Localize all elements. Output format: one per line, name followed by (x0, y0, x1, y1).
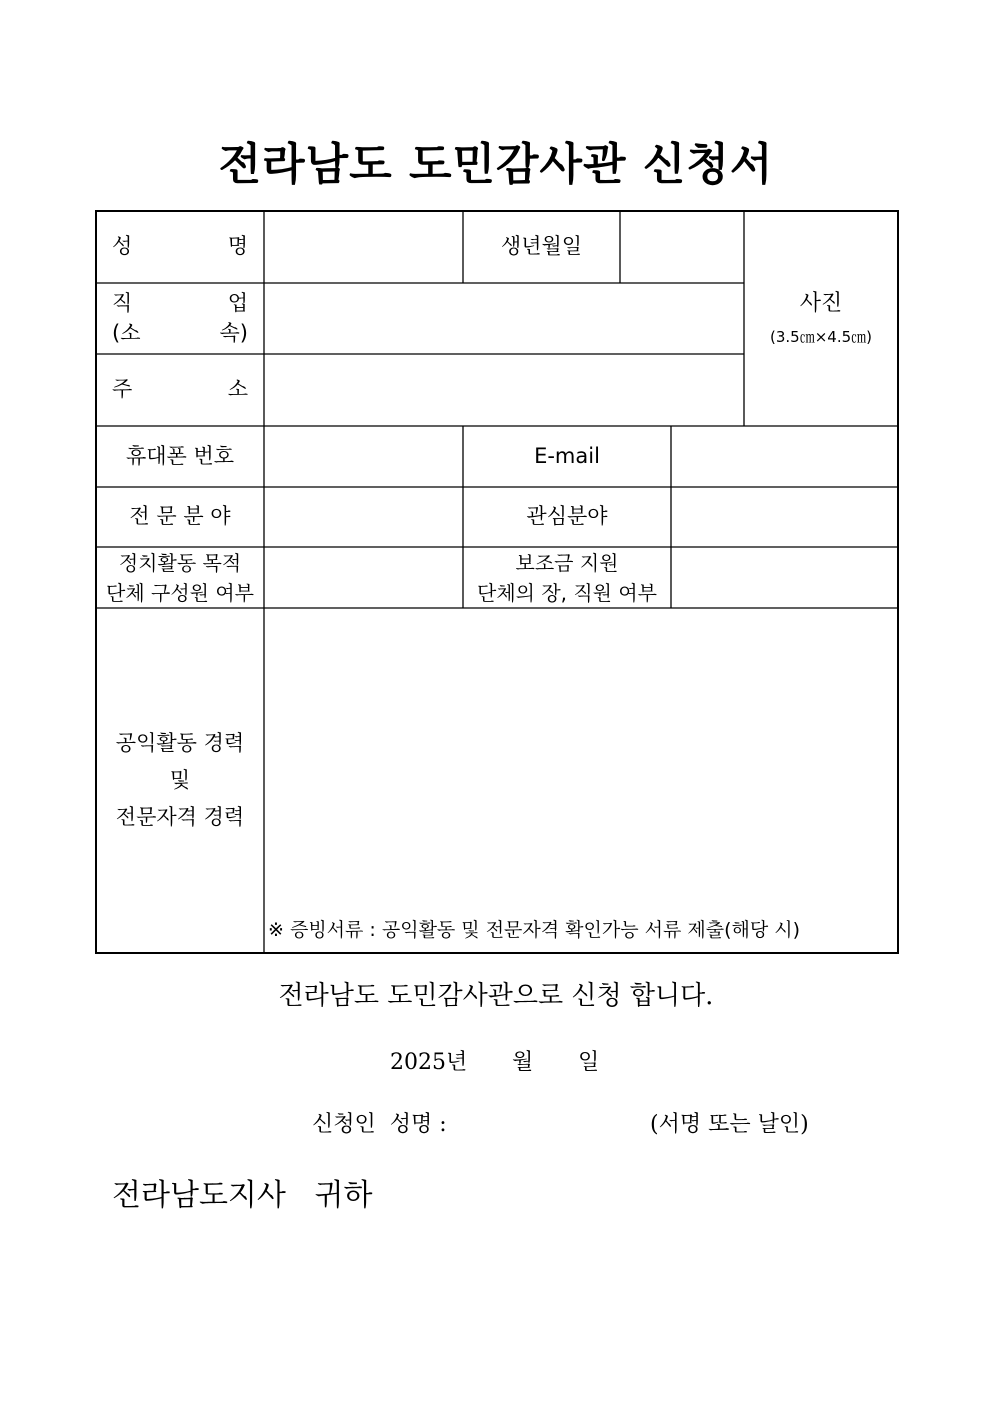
address-label: 주 소 (112, 377, 248, 402)
phone-label: 휴대폰 번호 (125, 443, 235, 468)
form-title: 전라남도 도민감사관 신청서 (218, 139, 774, 190)
photo-box[interactable] (744, 211, 898, 426)
date-month: 월 (512, 1050, 534, 1075)
addressee: 전라남도지사 귀하 (112, 1178, 373, 1213)
career-field[interactable] (264, 608, 898, 908)
email-field[interactable] (671, 426, 898, 487)
expertise-field[interactable] (264, 487, 463, 547)
political-member-label: 정치활동 목적 단체 구성원 여부 (106, 550, 254, 605)
date-day: 일 (578, 1050, 600, 1075)
job-affiliation-label: 직 업 (소 속) (112, 291, 248, 345)
email-label: E-mail (534, 443, 600, 468)
applicant-signature-label: 신청인 성명 : (312, 1112, 447, 1137)
political-member-field[interactable] (264, 547, 463, 608)
interest-label: 관심분야 (526, 504, 608, 529)
evidence-note: ※ 증빙서류 : 공익활동 및 전문자격 확인가능 서류 제출(해당 시) (268, 919, 800, 941)
declaration-text: 전라남도 도민감사관으로 신청 합니다. (278, 981, 714, 1011)
address-field[interactable] (264, 354, 744, 426)
name-field[interactable] (264, 211, 463, 283)
photo-label: 사진 (799, 290, 843, 316)
signature-note: (서명 또는 날인) (650, 1112, 809, 1137)
career-label: 공익활동 경력 및 전문자격 경력 (115, 731, 245, 829)
birthdate-field[interactable] (620, 211, 744, 283)
subsidy-staff-label: 보조금 지원 단체의 장, 직원 여부 (477, 550, 657, 605)
interest-field[interactable] (671, 487, 898, 547)
phone-field[interactable] (264, 426, 463, 487)
expertise-label: 전 문 분 야 (129, 504, 231, 529)
job-field[interactable] (264, 283, 744, 354)
date-year: 2025년 (390, 1050, 468, 1075)
name-label: 성 명 (112, 234, 248, 259)
applicant-signature-field[interactable] (470, 1107, 640, 1137)
photo-size: (3.5㎝×4.5㎝) (770, 328, 872, 347)
birthdate-label: 생년월일 (500, 234, 583, 259)
subsidy-staff-field[interactable] (671, 547, 898, 608)
